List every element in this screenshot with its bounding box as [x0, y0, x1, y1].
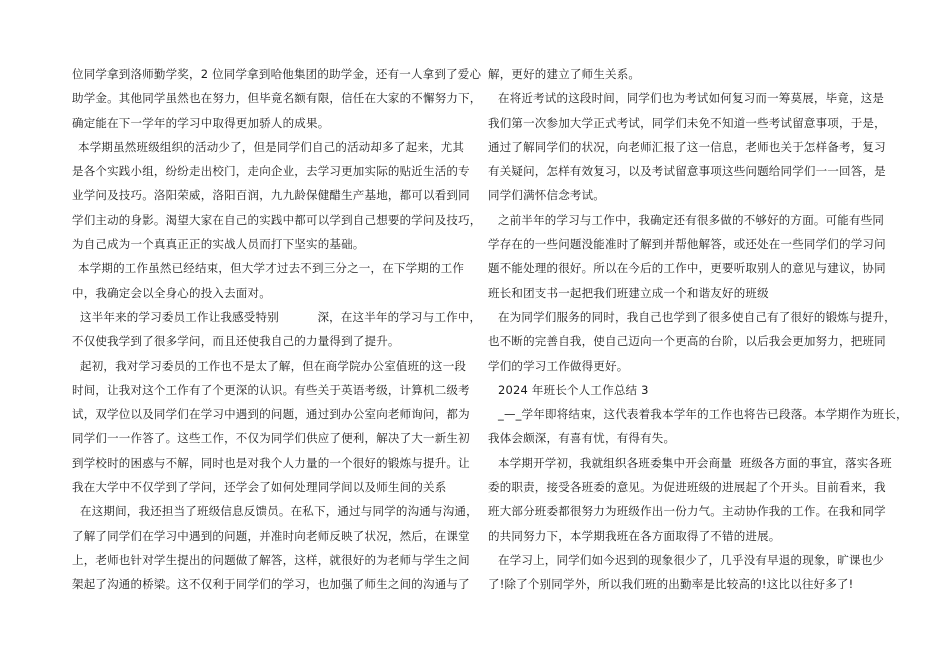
text-line: 解，更好的建立了师生关系。 — [488, 67, 641, 81]
text-line: 同学们一一作答了。这些工作，不仅为同学们供应了便利，解决了大一新生初 — [72, 431, 470, 446]
text-line: 学们的学习工作做得更好。 — [488, 358, 629, 373]
section-heading: 2024 年班长个人工作总结 3 — [498, 382, 649, 397]
text-line: 确定能在下一学年的学习中取得更加骄人的成果。 — [72, 115, 330, 130]
text-line: 学们主动的身影。渴望大家在自己的实践中都可以学到自己想要的学问及技巧， — [72, 212, 482, 227]
text-line: 在学习上，同学们如今迟到的现象很少了，几乎没有早退的现象，旷课也少 — [498, 552, 885, 567]
text-line: 有关疑问，怎样有效复习，以及考试留意事项这些问题给同学们一一回答，是 — [488, 164, 886, 179]
text-line: 也不断的完善自我，使自己迈向一个更高的台阶，以后我会更加努力，把班同 — [488, 334, 886, 349]
text-line: 架起了沟通的桥梁。这不仅利于同学们的学习，也加强了师生之间的沟通与了 — [72, 577, 470, 592]
text-line: 我体会颇深，有喜有忧，有得有失。 — [488, 431, 676, 446]
text-line: 在这期间，我还担当了班级信息反馈员。在私下，通过与同学的沟通与沟通， — [80, 504, 478, 519]
text-line: 本学期开学初，我就组织各班委集中开会商量 班级各方面的事宜，落实各班 — [498, 455, 892, 470]
text-line: 在将近考试的这段时间，同学们也为考试如何复习而一筹莫展，毕竟，这是 — [498, 91, 885, 106]
right-text-column — [488, 62, 908, 597]
text-line: 试，双学位以及同学们在学习中遇到的问题，通过到办公室向老师询问，都为 — [72, 407, 470, 422]
text-line: 本学期的工作虽然已经结束，但大学才过去不到三分之一，在下学期的工作 — [78, 261, 465, 276]
text-line: 时间，让我对这个工作有了个更深的认识。有些关于英语考级，计算机二级考 — [72, 382, 470, 397]
text-line: 班大部分班委都很努力为班级作出一份力气。主动协作我的工作。在我和同学 — [488, 504, 886, 519]
text-line: 了解了同学们在学习中遇到的问题，并准时向老师反映了状况，然后，在课堂 — [72, 528, 470, 543]
text-line: 这半年来的学习委员工作让我感受特别 深，在这半年的学习与工作中， — [80, 309, 482, 324]
text-line: 通过了解同学们的状况，向老师汇报了这一信息，老师也关于怎样备考，复习 — [488, 139, 886, 154]
text-line: 起初，我对学习委员的工作也不是太了解，但在商学院办公室值班的这一段 — [80, 358, 467, 373]
text-line: 不仅使我学到了很多学问，而且还使我自己的力量得到了提升。 — [72, 334, 400, 349]
text-line: 我们第一次参加大学正式考试，同学们未免不知道一些考试留意事项，于是， — [488, 115, 886, 130]
text-line: 班长和团支书一起把我们班建立成一个和谐友好的班级 — [488, 285, 769, 300]
text-line: 业学问及技巧。洛阳荣威，洛阳百润，九九龄保健醋生产基地，都可以看到同 — [72, 188, 470, 203]
text-line: 本学期虽然班级组织的活动少了，但是同学们自己的活动却多了起来，尤其 — [78, 139, 465, 154]
text-line: 了!除了个别同学外，所以我们班的出勤率是比较高的!这比以往好多了! — [488, 577, 854, 592]
text-line: 学存在的一些问题没能准时了解到并帮他解答，或还处在一些同学们的学习问 — [488, 237, 886, 252]
text-line: 为自己成为一个真真正正的实战人员而打下坚实的基础。 — [72, 237, 365, 252]
text-line: 题不能处理的很好。所以在今后的工作中，更要听取别人的意见与建议，协同 — [488, 261, 886, 276]
text-line: 中，我确定会以全身心的投入去面对。 — [72, 285, 271, 300]
text-line: 在为同学们服务的同时，我自己也学到了很多使自己有了很好的锻炼与提升， — [498, 309, 896, 324]
text-line: 同学们满怀信念考试。 — [488, 188, 605, 203]
text-line: 之前半年的学习与工作中，我确定还有很多做的不够好的方面。可能有些同 — [498, 212, 885, 227]
text-line: 助学金。其他同学虽然也在努力，但毕竟名额有限，信任在大家的不懈努力下， — [72, 91, 482, 106]
text-line: 是各个实践小组，纷纷走出校门，走向企业，去学习更加实际的贴近生活的专 — [72, 164, 470, 179]
text-line: 到学校时的困惑与不解，同时也是对我个人力量的一个很好的锻炼与提升。让 — [72, 455, 470, 470]
text-line: 的共同努力下，本学期我班在各方面取得了不错的进展。 — [488, 528, 781, 543]
text-line: 上，老师也针对学生提出的问题做了解答，这样，就很好的为老师与学生之间 — [72, 552, 470, 567]
text-line: 我在大学中不仅学到了学问，还学会了如何处理同学间以及师生间的关系 — [72, 480, 447, 495]
left-text-column — [72, 62, 482, 597]
text-line: 委的职责，接受各班委的意见。为促进班级的进展起了个开头。目前看来，我 — [488, 480, 886, 495]
text-line: _—_学年即将结束，这代表着我本学年的工作也将告已段落。本学期作为班长， — [498, 407, 908, 422]
text-line: 位同学拿到洛师勤学奖，2 位同学拿到哈他集团的助学金，还有一人拿到了爱心 — [72, 67, 482, 81]
